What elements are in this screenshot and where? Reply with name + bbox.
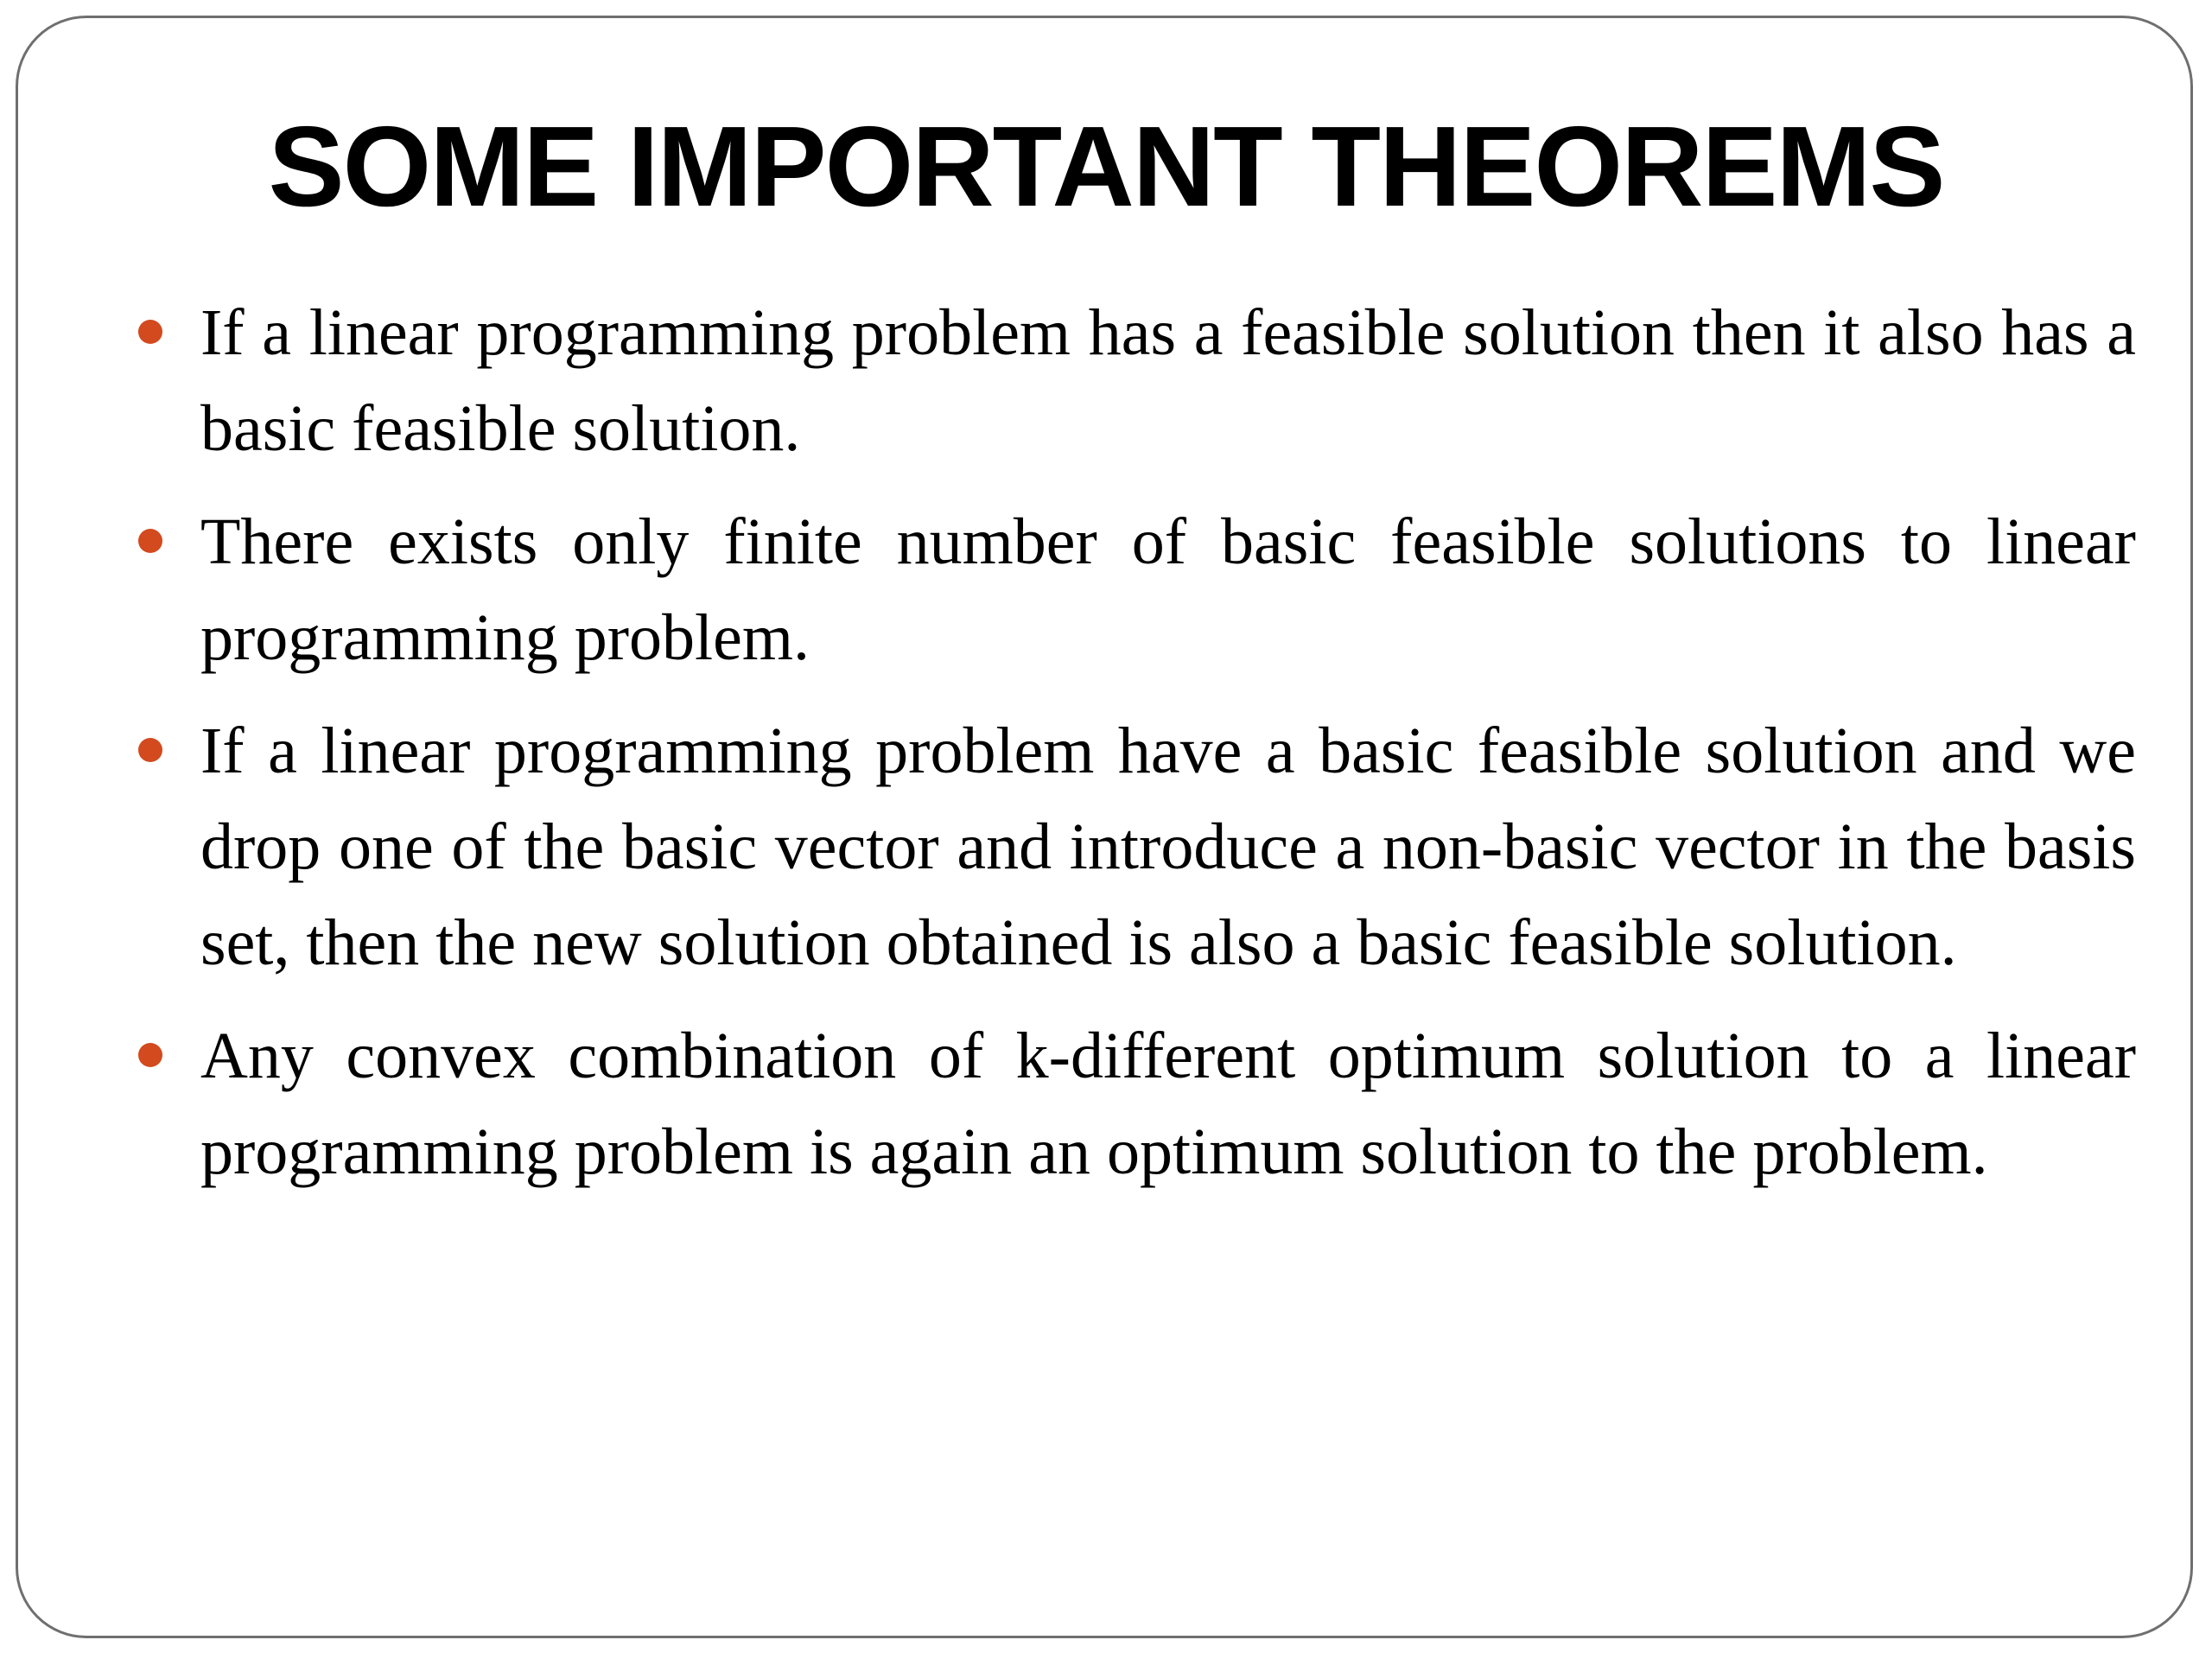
- theorem-list: [200, 285, 2136, 1217]
- theorem-item: [200, 1008, 2136, 1200]
- bullet-dot-icon: [138, 320, 162, 344]
- theorem-text: If a linear programming problem have a basic feasible solution and we drop one of the basic vector and introduce a non-basic vector in the basis set, then the new solution obtained is also a basic feasible solution.: [200, 715, 2136, 979]
- bullet-dot-icon: [138, 1043, 162, 1067]
- bullet-dot-icon: [138, 738, 162, 762]
- slide-title: SOME IMPORTANT THEOREMS: [268, 103, 1944, 230]
- theorem-text: Any convex combination of k-different optimum solution to a linear programming problem is again an optimum solution to the problem.: [200, 1020, 2136, 1188]
- theorem-item: [200, 285, 2136, 477]
- theorem-item: [200, 494, 2136, 686]
- bullet-dot-icon: [138, 529, 162, 553]
- theorem-text: There exists only finite number of basic feasible solutions to linear programming problem.: [200, 505, 2136, 674]
- theorem-item: [200, 703, 2136, 991]
- theorem-text: If a linear programming problem has a feasible solution then it also has a basic feasible solution.: [200, 296, 2136, 465]
